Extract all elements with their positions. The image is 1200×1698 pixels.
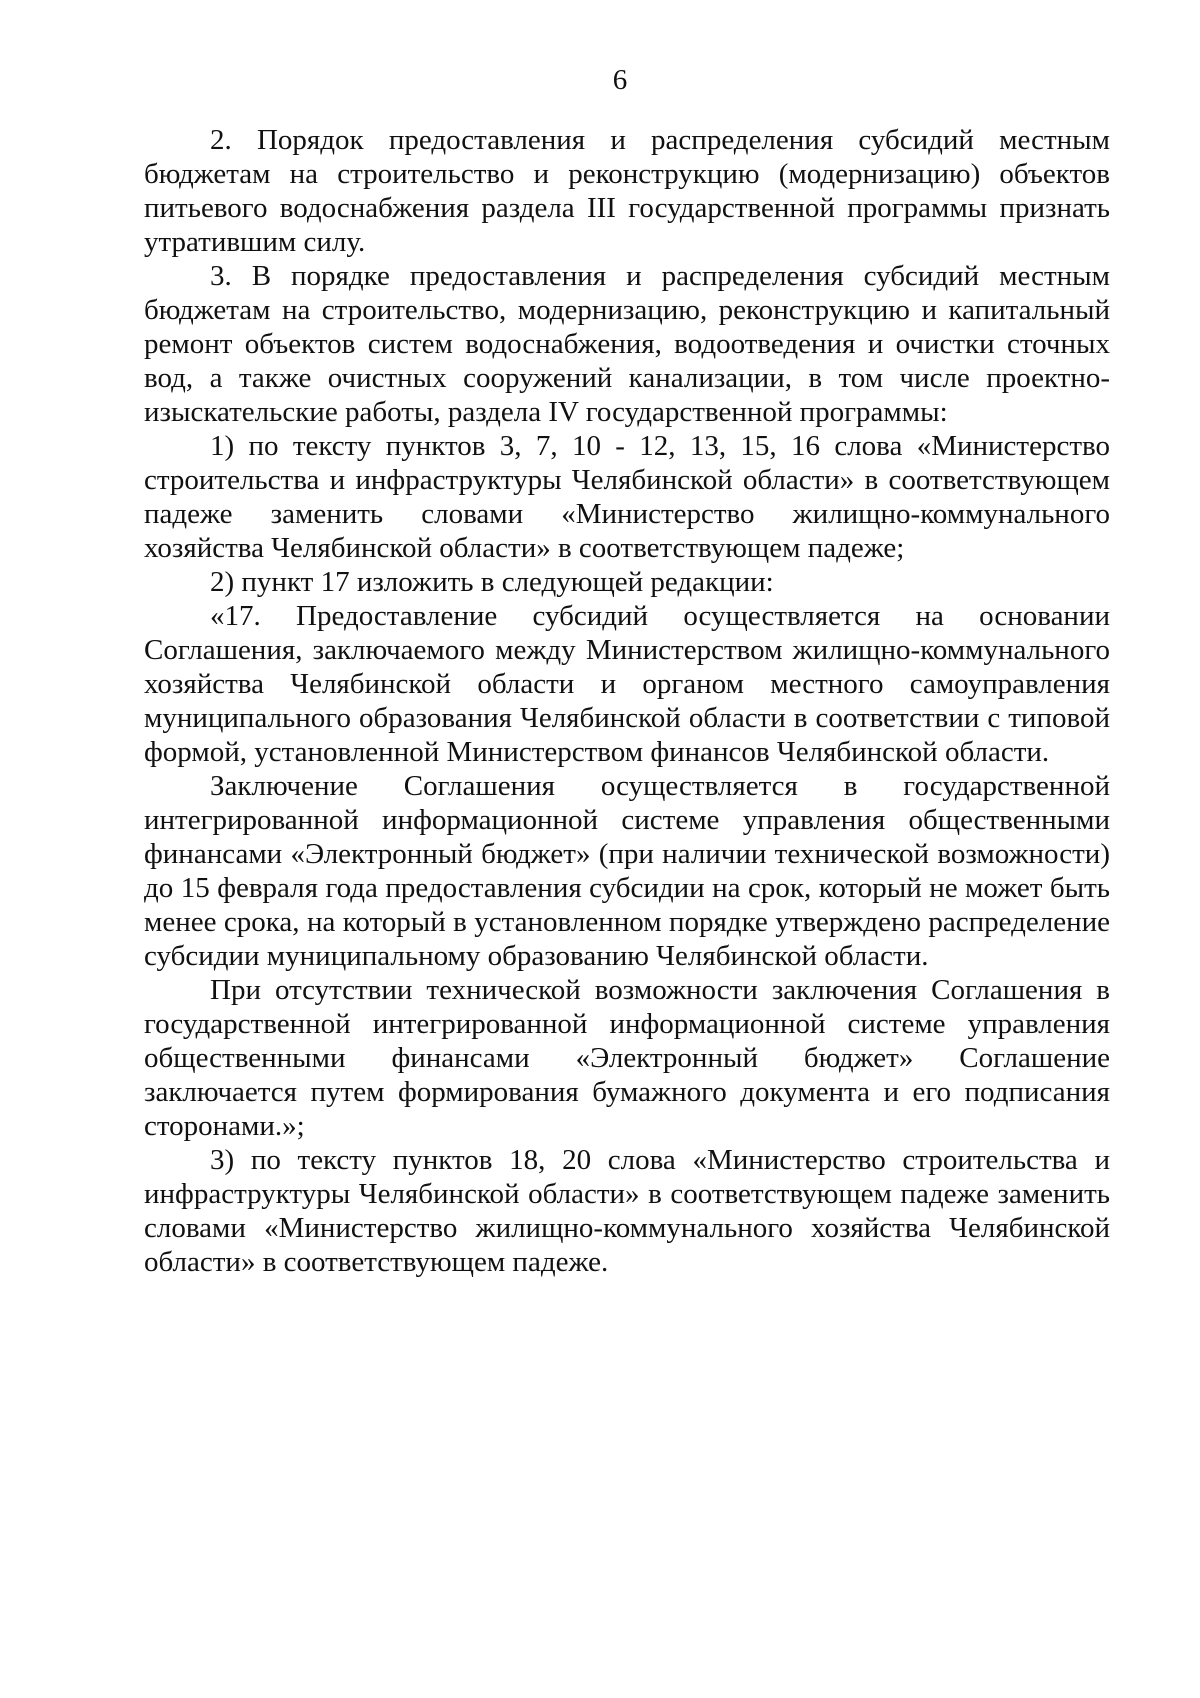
paper-agreement-paragraph: При отсутствии технической возможности заключения Соглашения в государственной интегрированной информационной системе управления общественными финансами «Электронный бюджет» Соглашение заключается путем формирования бумажного документа и его подписания сторонами.»; <box>144 974 1110 1142</box>
agreement-conclusion-paragraph: Заключение Соглашения осуществляется в государственной интегрированной информационной системе управления общественными финансами «Электронный бюджет» (при наличии технической возможности) до 15 февраля года предоставления субсидии на срок, который не может быть менее срока, на который в установленном порядке утверждено распределение субсидии муниципальному образованию Челябинской области. <box>144 770 1110 972</box>
paragraph-item-3: 3. В порядке предоставления и распределения субсидий местным бюджетам на строительство, модернизацию, реконструкцию и капитальный ремонт объектов систем водоснабжения, водоотведения и очистки сточных вод, а также очистных сооружений канализации, в том числе проектно-изыскательские работы, раздела IV государственной программы: <box>144 260 1110 428</box>
subparagraph-1: 1) по тексту пунктов 3, 7, 10 - 12, 13, 15, 16 слова «Министерство строительства и инфраструктуры Челябинской области» в соответствующем падеже заменить словами «Министерство жилищно-коммунального хозяйства Челябинской области» в соответствующем падеже; <box>144 430 1110 564</box>
document-body <box>144 123 1110 1279</box>
subparagraph-2: 2) пункт 17 изложить в следующей редакции: <box>210 566 774 598</box>
clause-17-text: «17. Предоставление субсидий осуществляется на основании Соглашения, заключаемого между Министерством жилищно-коммунального хозяйства Челябинской области и органом местного самоуправления муниципального образования Челябинской области в соответствии с типовой формой, установленной Министерством финансов Челябинской области. <box>144 600 1110 768</box>
paragraph-item-2: 2. Порядок предоставления и распределения субсидий местным бюджетам на строительство и реконструкцию (модернизацию) объектов питьевого водоснабжения раздела III государственной программы признать утратившим силу. <box>144 124 1110 258</box>
page-number: 6 <box>612 64 628 96</box>
subparagraph-3: 3) по тексту пунктов 18, 20 слова «Министерство строительства и инфраструктуры Челябинской области» в соответствующем падеже заменить словами «Министерство жилищно-коммунального хозяйства Челябинской области» в соответствующем падеже. <box>144 1144 1110 1278</box>
